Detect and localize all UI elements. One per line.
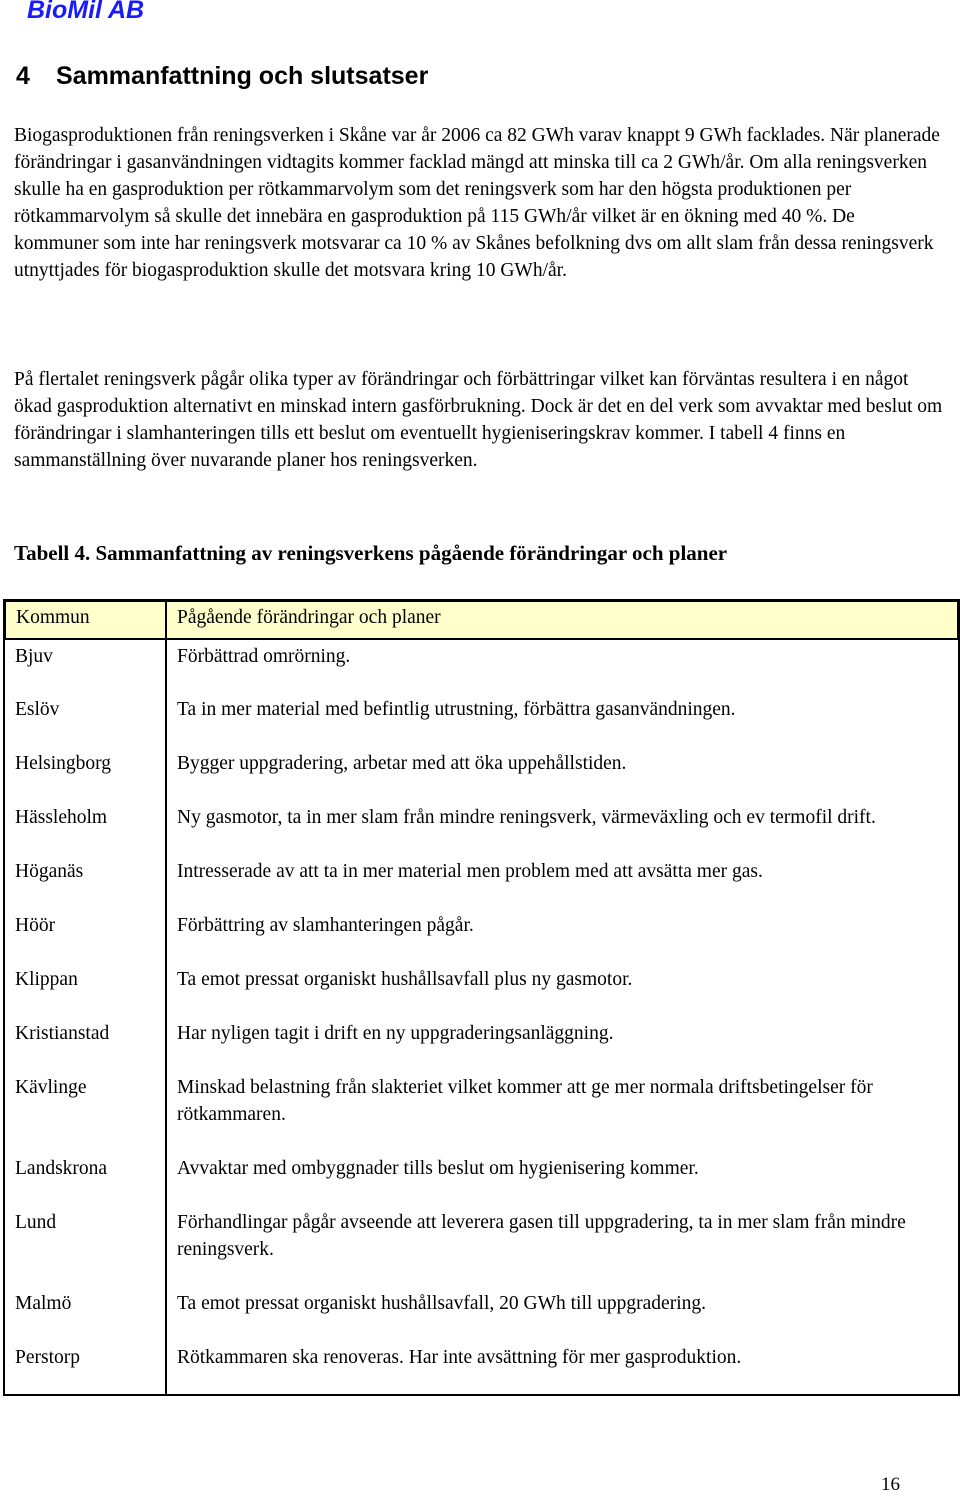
- table-row: [5, 1342, 958, 1395]
- section-title: Sammanfattning och slutsatser: [56, 62, 429, 90]
- table-header-row: [5, 601, 958, 639]
- table-row: [5, 694, 958, 748]
- summary-paragraph-1: Biogasproduktionen från reningsverken i Skåne var år 2006 ca 82 GWh varav knappt 9 GWh facklades. När planerade förändringar i gasanvändningen vidtagits kommer facklad mängd att minska till ca 2 GWh/år. Om alla reningsverken skulle ha en gasproduktion per rötkammarvolym som det reningsverk som har den högsta produktionen per rötkammarvolym så skulle det innebära en gasproduktion på 115 GWh/år vilket är en ökning med 40 %. De kommuner som inte har reningsverk motsvarar ca 10 % av Skånes befolkning dvs om allt slam från dessa reningsverk utnyttjades för biogasproduktion skulle det motsvara kring 10 GWh/år.: [14, 125, 940, 281]
- table-row: [5, 639, 958, 694]
- table-row: [5, 1207, 958, 1288]
- table-row: [5, 1018, 958, 1072]
- plans-table: [4, 600, 959, 1395]
- plan-cell: Ta emot pressat organiskt hushållsavfall plus ny gasmotor.: [177, 969, 633, 990]
- plan-cell: Minskad belastning från slakteriet vilket kommer att ge mer normala driftsbetingelser för rötkammaren.: [177, 1077, 873, 1125]
- table-row: [5, 748, 958, 802]
- kommun-cell: Landskrona: [5, 1153, 166, 1207]
- table-row: [5, 1288, 958, 1342]
- plan-cell: Intresserade av att ta in mer material men problem med att avsätta mer gas.: [177, 861, 763, 882]
- table-row: [5, 856, 958, 910]
- kommun-cell: Perstorp: [5, 1342, 166, 1395]
- plan-cell: Förbättring av slamhanteringen pågår.: [177, 915, 474, 936]
- kommun-cell: Lund: [5, 1207, 166, 1288]
- plan-cell: Ta emot pressat organiskt hushållsavfall, 20 GWh till uppgradering.: [177, 1293, 706, 1314]
- kommun-cell: Bjuv: [5, 639, 166, 694]
- company-logo-text: BioMil AB: [27, 0, 145, 24]
- kommun-cell: Helsingborg: [5, 748, 166, 802]
- plan-cell: Rötkammaren ska renoveras. Har inte avsättning för mer gasproduktion.: [177, 1347, 742, 1368]
- plan-cell: Har nyligen tagit i drift en ny uppgraderingsanläggning.: [177, 1023, 614, 1044]
- plan-cell: Förbättrad omrörning.: [177, 646, 351, 667]
- table-row: [5, 1072, 958, 1153]
- section-number: 4: [16, 62, 30, 90]
- plan-cell: Förhandlingar pågår avseende att leverera gasen till uppgradering, ta in mer slam från mindre reningsverk.: [177, 1212, 906, 1260]
- plan-cell: Ny gasmotor, ta in mer slam från mindre reningsverk, värmeväxling och ev termofil drift.: [177, 807, 876, 828]
- summary-paragraph-2: På flertalet reningsverk pågår olika typer av förändringar och förbättringar vilket kan förväntas resultera i en något ökad gasproduktion alternativt en minskad intern gasförbrukning. Dock är det en del verk som avvaktar med beslut om förändringar i slamhanteringen tills ett beslut om eventuellt hygieniseringskrav kommer. I tabell 4 finns en sammanställning över nuvarande planer hos reningsverken.: [14, 369, 943, 471]
- kommun-cell: Malmö: [5, 1288, 166, 1342]
- section-heading: [16, 62, 428, 91]
- plan-cell: Avvaktar med ombyggnader tills beslut om hygienisering kommer.: [177, 1158, 699, 1179]
- kommun-cell: Höganäs: [5, 856, 166, 910]
- plan-cell: Ta in mer material med befintlig utrustning, förbättra gasanvändningen.: [177, 699, 736, 720]
- table-row: [5, 1153, 958, 1207]
- table-row: [5, 910, 958, 964]
- kommun-cell: Kävlinge: [5, 1072, 166, 1153]
- plan-cell: Bygger uppgradering, arbetar med att öka uppehållstiden.: [177, 753, 627, 774]
- table-caption: Tabell 4. Sammanfattning av reningsverkens pågående förändringar och planer: [14, 541, 728, 565]
- page-number: 16: [881, 1474, 900, 1495]
- table-row: [5, 802, 958, 856]
- kommun-cell: Höör: [5, 910, 166, 964]
- column-header-kommun: Kommun: [5, 601, 166, 639]
- kommun-cell: Eslöv: [5, 694, 166, 748]
- kommun-cell: Klippan: [5, 964, 166, 1018]
- kommun-cell: Kristianstad: [5, 1018, 166, 1072]
- table-row: [5, 964, 958, 1018]
- column-header-plans: Pågående förändringar och planer: [166, 601, 958, 639]
- kommun-cell: Hässleholm: [5, 802, 166, 856]
